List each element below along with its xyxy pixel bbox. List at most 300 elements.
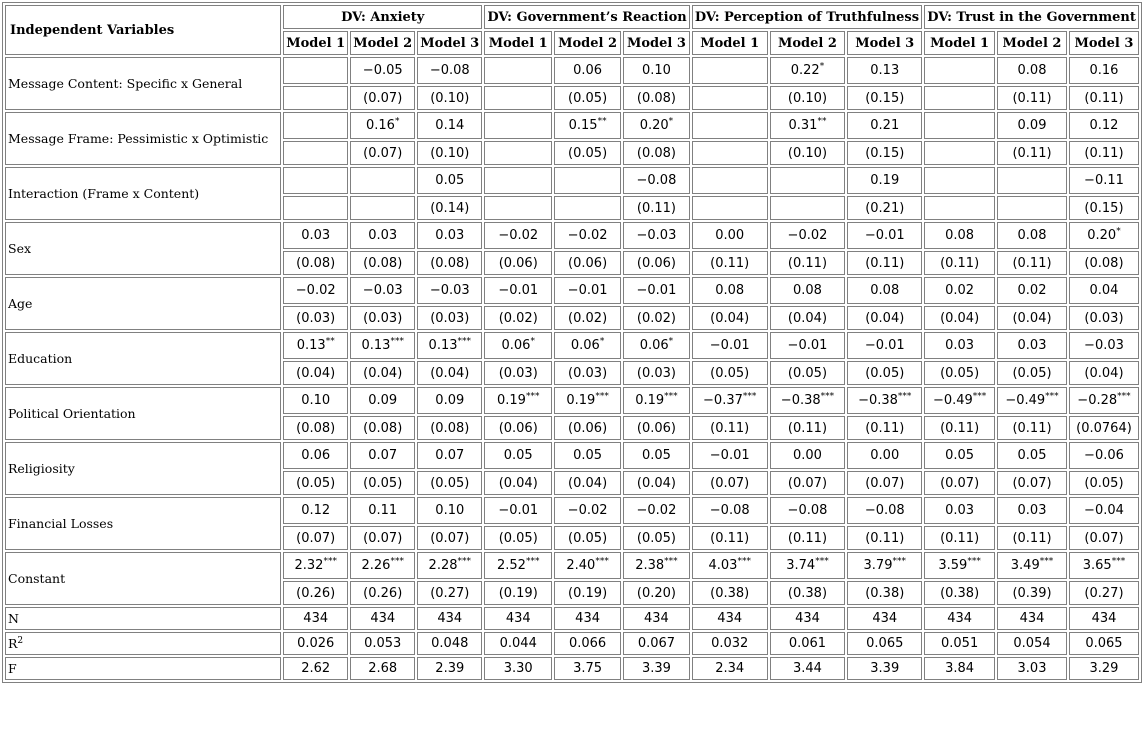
coefficient-value: −0.02 [567,503,608,518]
coefficient-cell [1069,112,1139,139]
model-header: Model 3 [417,31,482,55]
coefficient-value: 0.10 [435,503,465,518]
statistic-value: 3.84 [924,657,995,680]
standard-error-cell: (0.05) [847,361,922,385]
standard-error-cell: (0.27) [417,581,482,605]
standard-error-cell: (0.04) [1069,361,1139,385]
dv-group-header: DV: Anxiety [283,5,482,29]
standard-error-cell: (0.04) [692,306,768,330]
coefficient-value: −0.38 [858,393,898,408]
standard-error-cell: (0.11) [770,526,846,550]
coefficient-value: 0.10 [301,393,331,408]
standard-error-cell: (0.07) [997,471,1067,495]
coefficient-cell [623,167,690,194]
significance-stars: * [599,336,605,347]
coefficient-value: 0.20 [639,118,669,133]
standard-error-cell: (0.05) [283,471,348,495]
coefficient-value: −0.01 [709,338,750,353]
standard-error-cell: (0.0764) [1069,416,1139,440]
standard-error-cell: (0.05) [924,361,995,385]
standard-error-cell: (0.11) [770,416,846,440]
standard-error-cell: (0.05) [554,526,621,550]
standard-error-cell: (0.03) [623,361,690,385]
coefficient-value: 0.03 [435,228,465,243]
standard-error-cell: (0.02) [554,306,621,330]
statistic-value: 0.066 [554,632,621,655]
coefficient-value: −0.08 [429,63,470,78]
coefficient-value: −0.01 [498,503,539,518]
coefficient-cell [692,112,768,139]
coefficient-value: 0.19 [635,393,665,408]
coefficient-cell [484,497,552,524]
coefficient-value: −0.03 [362,283,403,298]
coefficient-cell [770,222,846,249]
coefficient-cell [417,167,482,194]
standard-error-cell: (0.07) [847,471,922,495]
standard-error-cell: (0.08) [623,86,690,110]
coefficient-value: 0.02 [1017,283,1047,298]
standard-error-cell: (0.04) [554,471,621,495]
coefficient-value: −0.06 [1084,448,1124,463]
coefficient-value: 0.03 [945,503,975,518]
dv-group-header: DV: Perception of Truthfulness [692,5,922,29]
coefficient-value: 0.05 [573,448,603,463]
standard-error-cell [924,86,995,110]
standard-error-cell: (0.39) [997,581,1067,605]
coefficient-cell [283,167,348,194]
coefficient-value: 0.14 [435,118,465,133]
coefficient-cell [997,442,1067,469]
coefficient-value: 2.28 [428,558,458,573]
standard-error-cell: (0.15) [847,86,922,110]
variable-label: Sex [5,222,281,275]
coefficient-value: 0.03 [1017,503,1047,518]
standard-error-cell: (0.03) [417,306,482,330]
significance-stars: *** [390,336,404,347]
coefficient-cell [997,277,1067,304]
coefficient-cell [417,112,482,139]
coefficient-cell [417,332,482,359]
coefficient-value: 0.12 [1089,118,1119,133]
coefficient-value: 0.08 [793,283,822,298]
coefficient-value: 0.11 [368,503,398,518]
coefficient-cell [847,442,922,469]
coefficient-cell [847,112,922,139]
variable-label: Education [5,332,281,385]
table-row [5,442,1139,469]
standard-error-cell: (0.05) [770,361,846,385]
standard-error-cell: (0.21) [847,196,922,220]
model-header: Model 1 [484,31,552,55]
coefficient-value: 2.26 [361,558,391,573]
coefficient-value: 0.08 [1017,63,1047,78]
table-row [5,657,1139,680]
standard-error-cell: (0.06) [623,251,690,275]
coefficient-value: −0.01 [864,228,905,243]
coefficient-cell [924,57,995,84]
variable-label: Constant [5,552,281,605]
standard-error-cell: (0.08) [283,251,348,275]
significance-stars: *** [664,391,678,402]
standard-error-cell: (0.06) [484,251,552,275]
coefficient-cell [770,332,846,359]
coefficient-value: 0.00 [793,448,822,463]
standard-error-cell: (0.11) [997,86,1067,110]
standard-error-cell: (0.04) [847,306,922,330]
standard-error-cell: (0.04) [997,306,1067,330]
coefficient-value: −0.02 [498,228,539,243]
coefficient-value: 0.16 [1089,63,1119,78]
statistic-value: 434 [847,607,922,630]
model-header: Model 1 [283,31,348,55]
coefficient-cell [554,57,621,84]
coefficient-value: −0.03 [1084,338,1124,353]
standard-error-cell: (0.07) [770,471,846,495]
model-header: Model 3 [847,31,922,55]
standard-error-cell: (0.05) [623,526,690,550]
coefficient-value: 0.08 [945,228,975,243]
coefficient-value: 0.06 [639,338,669,353]
standard-error-cell: (0.10) [417,141,482,165]
coefficient-value: 0.13 [428,338,458,353]
statistic-value: 0.067 [623,632,690,655]
coefficient-value: 0.09 [435,393,465,408]
coefficient-value: −0.03 [636,228,677,243]
coefficient-value: 0.05 [641,448,671,463]
standard-error-cell: (0.11) [924,526,995,550]
variable-label: Political Orientation [5,387,281,440]
standard-error-cell: (0.03) [283,306,348,330]
coefficient-cell [554,277,621,304]
coefficient-value: 0.12 [301,503,331,518]
coefficient-cell [847,387,922,414]
significance-stars: * [530,336,535,347]
coefficient-cell [484,277,552,304]
statistic-value: 2.68 [350,657,415,680]
coefficient-cell [623,222,690,249]
standard-error-cell [283,196,348,220]
standard-error-cell: (0.03) [350,306,415,330]
standard-error-cell [283,86,348,110]
coefficient-cell [692,57,768,84]
coefficient-cell [847,57,922,84]
coefficient-cell [623,332,690,359]
coefficient-value: 0.03 [1017,338,1047,353]
dv-group-header: DV: Government’s Reaction [484,5,690,29]
coefficient-cell [350,442,415,469]
statistic-value: 434 [350,607,415,630]
significance-stars: *** [1039,556,1054,567]
standard-error-cell: (0.07) [350,86,415,110]
standard-error-cell: (0.07) [283,526,348,550]
coefficient-cell [623,497,690,524]
coefficient-cell [350,112,415,139]
standard-error-cell: (0.07) [1069,526,1139,550]
statistic-value: 2.34 [692,657,768,680]
coefficient-cell [1069,332,1139,359]
statistic-value: 3.39 [623,657,690,680]
statistic-value: 2.62 [283,657,348,680]
significance-stars: *** [457,556,471,567]
coefficient-cell [484,387,552,414]
coefficient-cell [283,442,348,469]
coefficient-value: −0.28 [1077,393,1118,408]
statistic-value: 434 [1069,607,1139,630]
coefficient-cell [847,277,922,304]
variable-label: Message Frame: Pessimistic x Optimistic [5,112,281,165]
standard-error-cell: (0.27) [1069,581,1139,605]
coefficient-cell [924,442,995,469]
coefficient-value: −0.03 [429,283,470,298]
standard-error-cell: (0.19) [484,581,552,605]
significance-stars: *** [457,336,471,347]
statistic-value: 434 [997,607,1067,630]
standard-error-cell: (0.11) [924,416,995,440]
coefficient-cell [770,277,846,304]
variable-label: Interaction (Frame x Content) [5,167,281,220]
coefficient-value: −0.11 [1084,173,1124,188]
model-header: Model 3 [623,31,690,55]
coefficient-cell [350,552,415,579]
significance-stars: *** [815,556,829,567]
variable-label: Religiosity [5,442,281,495]
coefficient-cell [770,112,846,139]
coefficient-value: 0.09 [1017,118,1047,133]
coefficient-cell [283,332,348,359]
dv-group-header: DV: Trust in the Government [924,5,1139,29]
coefficient-value: 0.03 [301,228,331,243]
statistic-value: 3.75 [554,657,621,680]
coefficient-cell [350,222,415,249]
coefficient-cell [484,552,552,579]
coefficient-cell [417,497,482,524]
standard-error-cell: (0.11) [770,251,846,275]
significance-stars: ** [817,116,827,127]
model-header: Model 1 [692,31,768,55]
coefficient-cell [417,57,482,84]
coefficient-value: 0.06 [301,448,331,463]
standard-error-cell: (0.07) [692,471,768,495]
standard-error-cell: (0.20) [623,581,690,605]
standard-error-cell: (0.38) [692,581,768,605]
significance-stars: *** [742,391,757,402]
coefficient-cell [1069,442,1139,469]
coefficient-cell [417,387,482,414]
coefficient-cell [692,277,768,304]
coefficient-value: −0.01 [567,283,608,298]
standard-error-cell [997,196,1067,220]
coefficient-cell [484,332,552,359]
coefficient-value: 0.05 [1017,448,1047,463]
coefficient-value: 3.65 [1082,558,1112,573]
standard-error-cell: (0.26) [283,581,348,605]
coefficient-cell [924,222,995,249]
significance-stars: *** [967,556,981,567]
statistic-value: 0.044 [484,632,552,655]
coefficient-cell [484,442,552,469]
coefficient-cell [692,442,768,469]
coefficient-cell [924,552,995,579]
coefficient-cell [484,112,552,139]
regression-table [2,2,1142,683]
significance-stars: *** [972,391,987,402]
standard-error-cell [554,196,621,220]
model-header: Model 3 [1069,31,1139,55]
table-row [5,632,1139,655]
coefficient-value: 0.10 [641,63,671,78]
standard-error-cell: (0.10) [770,141,846,165]
coefficient-cell [924,112,995,139]
standard-error-cell: (0.06) [484,416,552,440]
significance-stars: * [394,116,400,127]
statistic-label [5,607,281,630]
model-header: Model 2 [554,31,621,55]
coefficient-cell [350,167,415,194]
variable-label: Message Content: Specific x General [5,57,281,110]
statistic-value: 0.065 [1069,632,1139,655]
coefficient-cell [770,497,846,524]
coefficient-cell [847,332,922,359]
statistic-value: 0.054 [997,632,1067,655]
coefficient-cell [997,332,1067,359]
coefficient-value: −0.02 [567,228,608,243]
significance-stars: *** [664,556,678,567]
standard-error-cell: (0.08) [417,251,482,275]
coefficient-cell [924,387,995,414]
coefficient-cell [997,112,1067,139]
coefficient-cell [924,497,995,524]
coefficient-cell [1069,222,1139,249]
standard-error-cell: (0.07) [417,526,482,550]
coefficient-cell [554,387,621,414]
coefficient-cell [623,552,690,579]
statistic-value: 0.026 [283,632,348,655]
standard-error-cell [350,196,415,220]
standard-error-cell: (0.04) [924,306,995,330]
standard-error-cell: (0.11) [692,251,768,275]
coefficient-value: −0.08 [787,503,828,518]
coefficient-cell [623,387,690,414]
coefficient-value: 0.15 [568,118,598,133]
coefficient-value: −0.49 [932,393,973,408]
coefficient-cell [350,497,415,524]
coefficient-value: 3.79 [863,558,893,573]
standard-error-cell [484,196,552,220]
standard-error-cell: (0.08) [417,416,482,440]
coefficient-value: 0.09 [368,393,398,408]
coefficient-value: 0.31 [788,118,818,133]
table-row [5,222,1139,249]
significance-stars: *** [390,556,404,567]
coefficient-value: 0.03 [945,338,975,353]
standard-error-cell: (0.11) [692,526,768,550]
coefficient-value: −0.08 [864,503,905,518]
standard-error-cell: (0.11) [997,141,1067,165]
significance-stars: *** [1117,391,1131,402]
coefficient-cell [847,167,922,194]
coefficient-cell [623,277,690,304]
coefficient-value: 0.04 [1089,283,1119,298]
coefficient-cell [554,497,621,524]
coefficient-cell [997,57,1067,84]
standard-error-cell: (0.03) [484,361,552,385]
standard-error-cell: (0.11) [847,416,922,440]
coefficient-value: −0.37 [703,393,743,408]
statistic-value: 0.032 [692,632,768,655]
standard-error-cell [484,141,552,165]
standard-error-cell: (0.11) [997,251,1067,275]
coefficient-cell [484,57,552,84]
statistic-value: 0.065 [847,632,922,655]
significance-stars: *** [595,556,609,567]
statistic-value: 434 [417,607,482,630]
standard-error-cell: (0.04) [283,361,348,385]
standard-error-cell: (0.15) [847,141,922,165]
coefficient-cell [554,442,621,469]
coefficient-value: 0.20 [1087,228,1117,243]
standard-error-cell: (0.08) [350,251,415,275]
variable-label: Age [5,277,281,330]
coefficient-value: 0.05 [503,448,533,463]
significance-stars: * [668,336,674,347]
statistic-label-text: R [8,636,18,651]
statistic-value: 0.053 [350,632,415,655]
coefficient-value: 3.74 [786,558,816,573]
coefficient-value: 0.07 [435,448,465,463]
coefficient-cell [1069,387,1139,414]
coefficient-value: −0.05 [362,63,403,78]
statistic-value: 3.03 [997,657,1067,680]
coefficient-cell [283,497,348,524]
coefficient-cell [1069,57,1139,84]
significance-stars: *** [820,391,835,402]
coefficient-value: 0.08 [1017,228,1047,243]
statistic-label [5,632,281,655]
coefficient-value: 0.21 [870,118,900,133]
coefficient-value: 0.16 [366,118,395,133]
standard-error-cell: (0.10) [770,86,846,110]
coefficient-cell [484,167,552,194]
coefficient-cell [770,387,846,414]
standard-error-cell: (0.04) [770,306,846,330]
coefficient-cell [770,57,846,84]
standard-error-cell [692,196,768,220]
standard-error-cell: (0.19) [554,581,621,605]
coefficient-cell [692,497,768,524]
coefficient-cell [847,497,922,524]
coefficient-cell [924,277,995,304]
coefficient-value: −0.38 [780,393,821,408]
variable-label: Financial Losses [5,497,281,550]
coefficient-value: −0.08 [709,503,750,518]
standard-error-cell: (0.38) [847,581,922,605]
model-header: Model 2 [770,31,846,55]
standard-error-cell: (0.11) [924,251,995,275]
standard-error-cell: (0.02) [484,306,552,330]
coefficient-cell [554,167,621,194]
standard-error-cell: (0.05) [554,141,621,165]
coefficient-cell [847,222,922,249]
independent-variables-header: Independent Variables [5,5,281,55]
standard-error-cell [692,141,768,165]
coefficient-cell [1069,497,1139,524]
coefficient-cell [1069,277,1139,304]
standard-error-cell [283,141,348,165]
standard-error-cell: (0.04) [484,471,552,495]
coefficient-value: 0.13 [361,338,391,353]
standard-error-cell: (0.11) [623,196,690,220]
coefficient-value: 0.19 [566,393,596,408]
